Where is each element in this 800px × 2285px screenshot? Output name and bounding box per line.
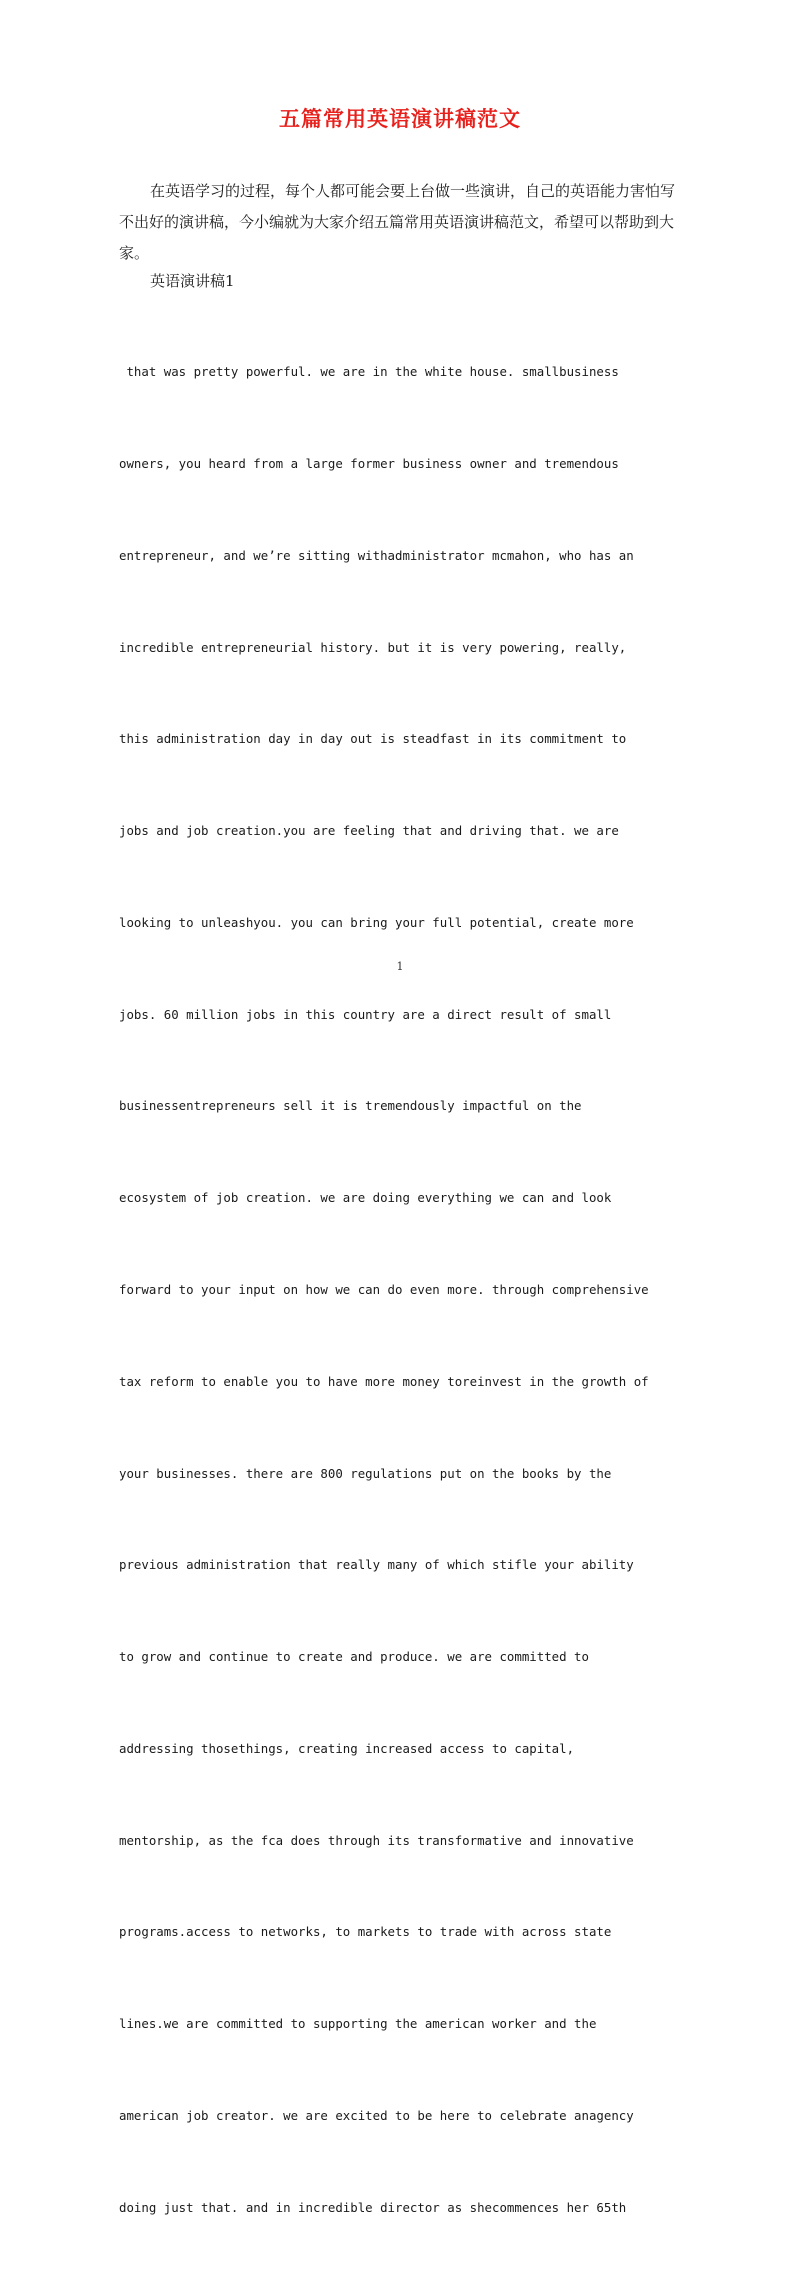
intro-paragraph: 在英语学习的过程，每个人都可能会要上台做一些演讲，自己的英语能力害怕写不出好的演讲稿，今小编就为大家介绍五篇常用英语演讲稿范文，希望可以帮助到大家。 (119, 182, 676, 262)
body-line: forward to your input on how we can do even more. through comprehensive (119, 1282, 649, 1297)
page-number: 1 (396, 960, 404, 973)
body-line: this administration day in day out is steadfast in its commitment to (119, 731, 627, 747)
body-line: doing just that. and in incredible director as shecommences her 65th (119, 2199, 627, 2215)
section-heading: 英语演讲稿1 (150, 272, 235, 290)
body-line: mentorship, as the fca does through its transformative and innovative (119, 1832, 634, 1848)
body-line: programs.access to networks, to markets to trade with across state (119, 1924, 612, 1940)
body-line: tax reform to enable you to have more money toreinvest in the growth of (119, 1373, 649, 1389)
body-line: looking to unleashyou. you can bring your full potential, create more (119, 914, 634, 930)
body-line: entrepreneur, and we’re sitting withadministrator mcmahon, who has an (119, 547, 634, 563)
body-line: that was pretty powerful. we are in the white house. smallbusiness (119, 364, 619, 380)
body-line: previous administration that really many of which stifle your ability (119, 1557, 634, 1573)
speech-body (119, 296, 684, 2285)
body-line: your businesses. there are 800 regulations put on the books by the (119, 1465, 612, 1481)
document-title: 五篇常用英语演讲稿范文 (279, 106, 521, 131)
body-line: addressing thosethings, creating increased access to capital, (119, 1740, 575, 1756)
body-line: lines.we are committed to supporting the american worker and the (119, 2016, 597, 2032)
body-line: businessentrepreneurs sell it is tremendously impactful on the (119, 1098, 582, 1114)
body-line: american job creator. we are excited to be here to celebrate anagency (119, 2108, 634, 2124)
body-line: owners, you heard from a large former business owner and tremendous (119, 455, 619, 471)
body-line: jobs and job creation.you are feeling that and driving that. we are (119, 823, 619, 839)
body-line: to grow and continue to create and produce. we are committed to (119, 1649, 589, 1665)
body-line: incredible entrepreneurial history. but it is very powering, really, (119, 639, 627, 655)
body-line: ecosystem of job creation. we are doing everything we can and look (119, 1190, 612, 1206)
body-line: jobs. 60 million jobs in this country are a direct result of small (119, 1006, 612, 1022)
